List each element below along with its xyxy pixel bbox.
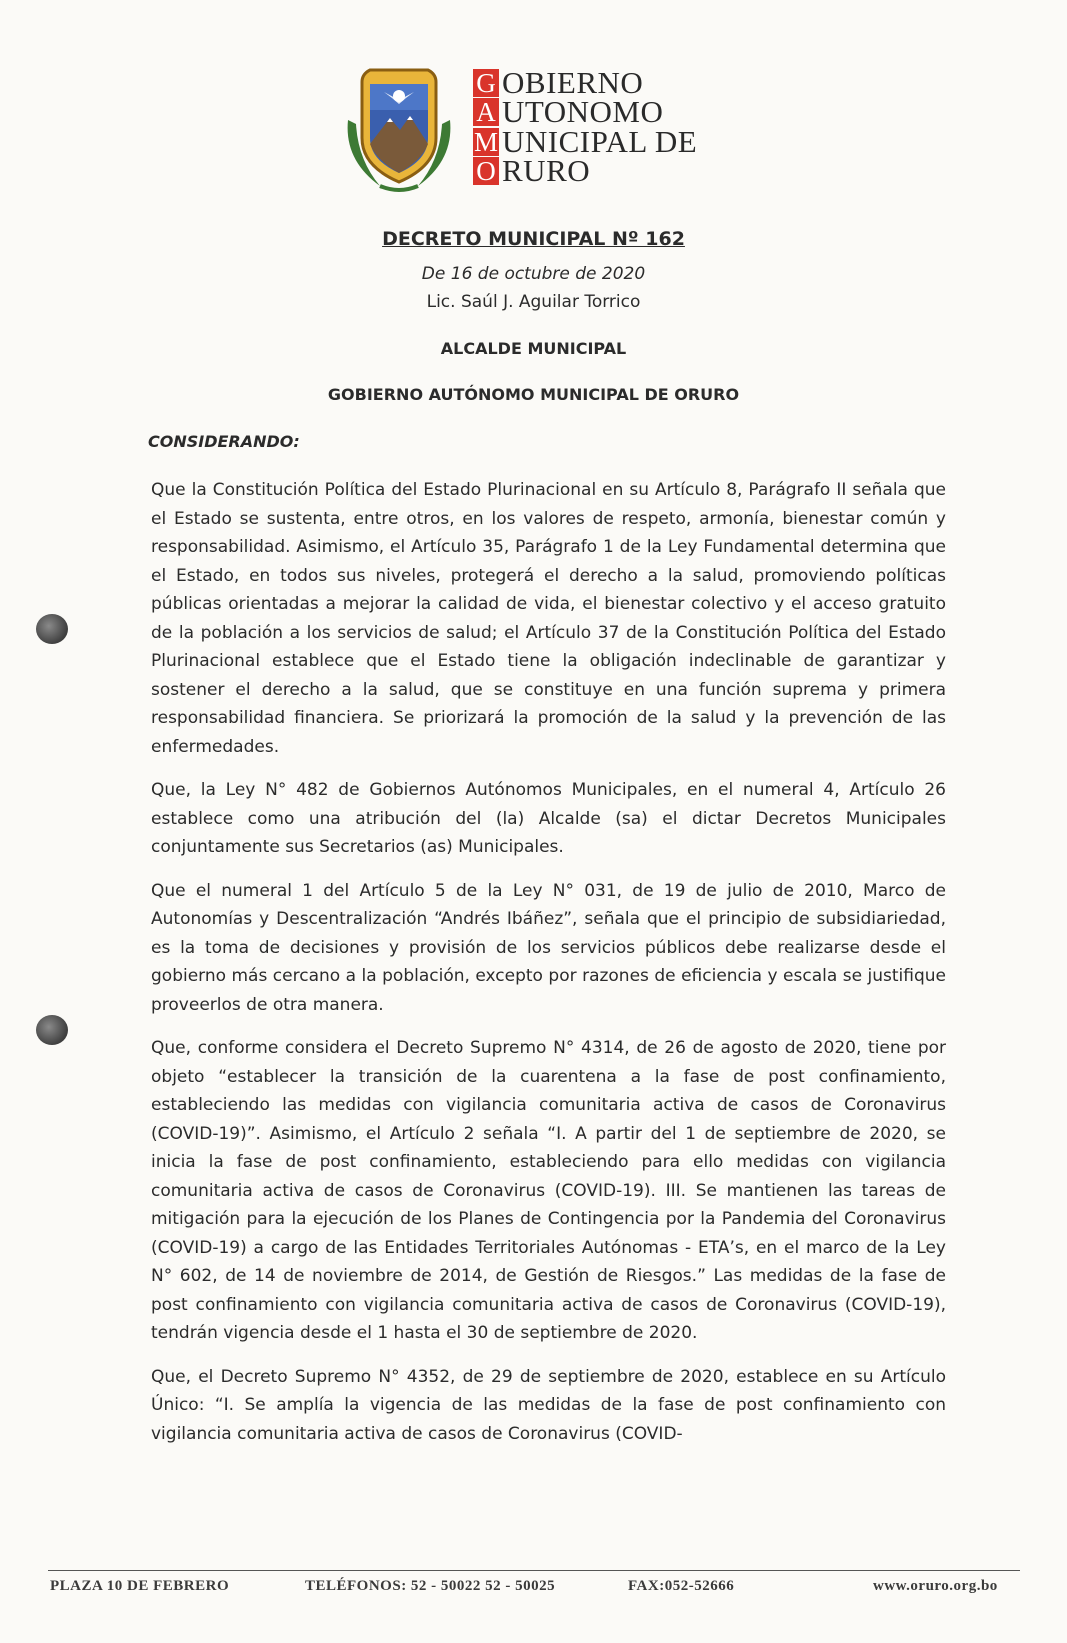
logo-initial: G [473,69,499,97]
document-body [151,476,946,1463]
mayor-office: ALCALDE MUNICIPAL [440,339,627,358]
government-name: GOBIERNO AUTÓNOMO MUNICIPAL DE ORURO [327,385,740,404]
logo-word: UNICIPAL DE [502,123,698,159]
logo-row [473,123,698,159]
logo-initial: M [473,126,498,157]
logo-word: OBIERNO [502,64,644,100]
paragraph: Que el numeral 1 del Artículo 5 de la Ley N° 031, de 19 de julio de 2010, Marco de Autonomías y Descentralización “Andrés Ibáñez”, señala que el principio de subsidiariedad, es la toma de decisiones y provisión de los servicios públicos debe realizarse desde el gobierno más cercano a la población, excepto por razones de eficiencia y escala se justifique proveerlos de otra manera. [151,880,946,1015]
footer-address: PLAZA 10 DE FEBRERO [50,1578,230,1594]
paragraph: Que, la Ley N° 482 de Gobiernos Autónomos Municipales, en el numeral 4, Artículo 26 establece como una atribución del (la) Alcalde (sa) el dictar Decretos Municipales conjuntamente sus Secretarios (as) Municipales. [151,780,946,857]
mayor-name: Lic. Saúl J. Aguilar Torrico [426,292,641,312]
punch-hole-bottom [36,1015,68,1045]
footer-website: www.oruro.org.bo [873,1578,998,1594]
punch-hole-top [36,614,68,644]
paragraph: Que la Constitución Política del Estado Plurinacional en su Artículo 8, Parágrafo II señala que el Estado se sustenta, entre otros, en los valores de respeto, armonía, bienestar común y responsabilidad. Asimismo, el Artículo 35, Parágrafo 1 de la Ley Fundamental determina que el Estado, en todos sus niveles, protegerá el derecho a la salud, promoviendo políticas públicas orientadas a mejorar la calidad de vida, el bienestar colectivo y el acceso gratuito de la población a los servicios de salud; el Artículo 37 de la Constitución Política del Estado Plurinacional establece que el Estado tiene la obligación indeclinable de garantizar y sostener el derecho a la salud, que se constituye en una función suprema y primera responsabilidad financiera. Se priorizará la promoción de la salud y la prevención de las enfermedades. [151,480,946,757]
logo-word: RURO [502,153,591,189]
logo-wordmark [473,64,698,189]
coat-of-arms-icon [340,60,458,195]
paragraph: Que, el Decreto Supremo N° 4352, de 29 de septiembre de 2020, establece en su Artículo Único: “I. Se amplía la vigencia de las medidas de la fase de post confinamiento con vigilancia comunitaria activa de casos de Coronavirus (COVID- [151,1366,946,1444]
footer-phones: TELÉFONOS: 52 - 50022 52 - 50025 [305,1578,556,1594]
logo-row [473,64,697,100]
paragraph: Que, conforme considera el Decreto Supremo N° 4314, de 26 de agosto de 2020, tiene por objeto “establecer la transición de la cuarentena a la fase de post confinamiento, estableciendo las medidas con vigilancia comunitaria activa de casos de Coronavirus (COVID-19)”. Asimismo, el Artículo 2 señala “I. A partir del 1 de septiembre de 2020, se inicia la fase de post confinamiento, estableciendo para ello medidas con vigilancia comunitaria activa de casos de Coronavirus (COVID-19). III. Se mantienen las tareas de mitigación para la ejecución de los Planes de Contingencia por la Pandemia del Coronavirus (COVID-19) a cargo de las Entidades Territoriales Autónomas - ETA’s, en el marco de la Ley N° 602, de 14 de noviembre de 2014, de Gestión de Riesgos.” Las medidas de la fase de post confinamiento con vigilancia comunitaria activa de casos de Coronavirus (COVID-19), tendrán vigencia desde el 1 hasta el 30 de septiembre de 2020. [151,1038,946,1343]
logo-initial: O [473,157,499,185]
logo-row [473,153,697,189]
logo-row [473,94,697,130]
footer-fax: FAX:052-52666 [628,1578,735,1594]
decree-title: DECRETO MUNICIPAL Nº 162 [382,228,685,250]
logo-word: UTONOMO [502,94,664,130]
letterhead [340,60,740,195]
footer-divider [48,1570,1020,1571]
considerando-heading: CONSIDERANDO: [148,432,300,451]
decree-date: De 16 de octubre de 2020 [421,264,646,284]
logo-initial: A [473,98,499,126]
